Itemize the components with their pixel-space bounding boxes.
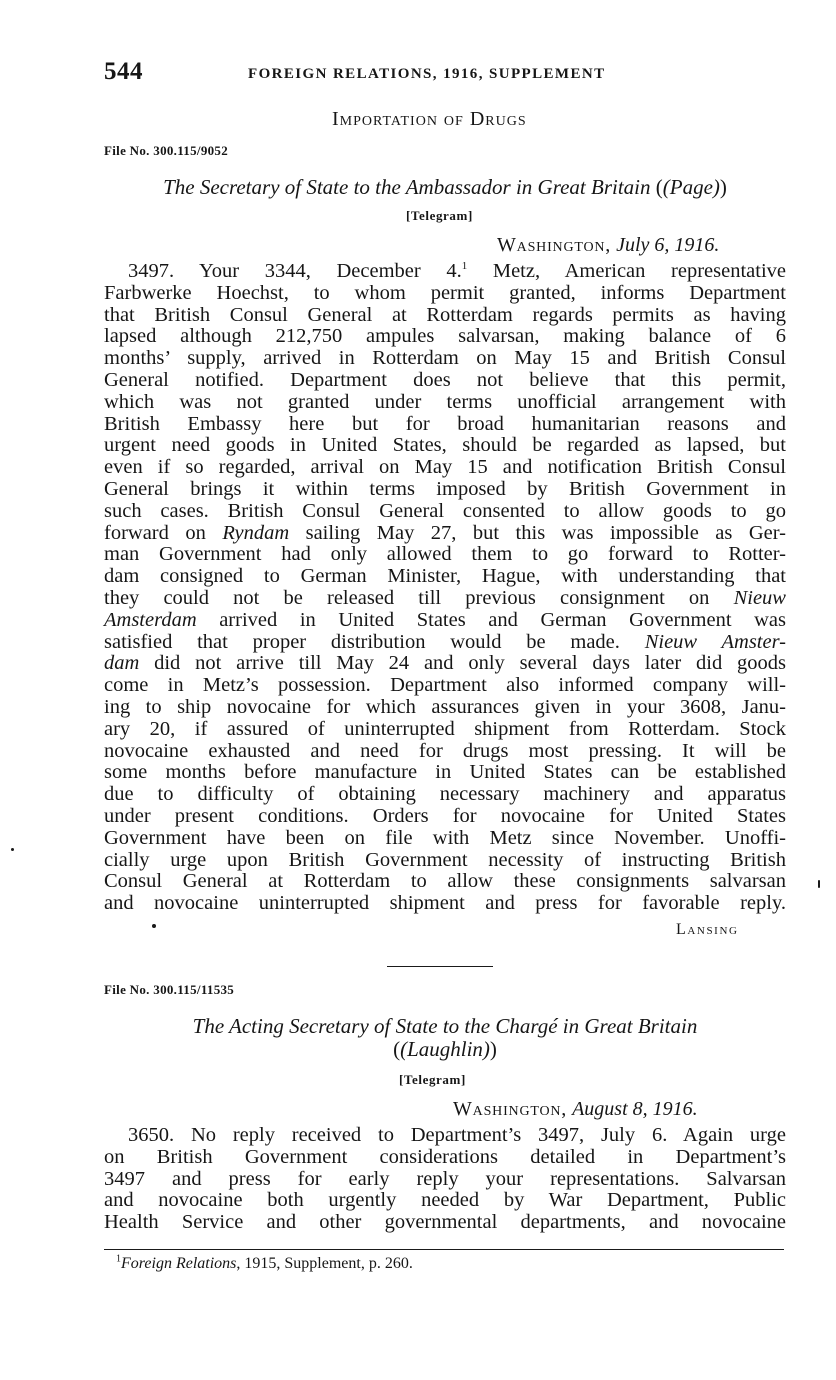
footnote-rule <box>104 1249 784 1250</box>
footnote-marker: 1 <box>116 1253 121 1265</box>
file-number: File No. 300.115/9052 <box>104 143 229 158</box>
text-line: novocaine exhausted and need for drugs most pressing. It will be <box>104 739 786 762</box>
text-line: ing to ship novocaine for which assurances given in your 3608, Janu- <box>104 695 786 718</box>
file-number: File No. 300.115/11535 <box>104 982 235 997</box>
recipient-name: (Laughlin) <box>400 1037 490 1061</box>
document-type: [Telegram] <box>406 208 473 223</box>
text-line: satisfied that proper distribution would be made. Nieuw Amster- <box>104 630 786 653</box>
scan-speck <box>11 848 14 851</box>
footnote-reference: 1 <box>461 260 468 273</box>
text-line: dam did not arrive till May 24 and only several days later did goods <box>104 652 786 675</box>
text-line: even if so regarded, arrival on May 15 and notification British Consul <box>104 456 786 479</box>
section-heading: Importation of Drugs <box>332 108 527 130</box>
text-line: cially urge upon British Government necessity of instructing British <box>104 848 786 871</box>
text-line: which was not granted under terms unofficial arrangement with <box>104 390 786 413</box>
text-line: dam consigned to German Minister, Hague, with understanding that <box>104 565 786 588</box>
dateline-date: July 6, 1916. <box>616 234 720 256</box>
text-line: 3497. Your 3344, December 4.$^1$ Metz, American representative <box>128 260 787 282</box>
text-line: 3497 and press for early reply your representations. Salvarsan <box>104 1167 786 1190</box>
text-line: urgent need goods in United States, should be regarded as lapsed, but <box>104 434 786 457</box>
running-head <box>104 58 784 92</box>
ship-name: Nieuw <box>733 586 786 609</box>
text-line: come in Metz’s possession. Department also informed company will- <box>104 674 786 697</box>
running-title: FOREIGN RELATIONS, 1916, SUPPLEMENT <box>248 66 606 82</box>
document-title-text: The Secretary of State to the Ambassador in Great Britain <box>163 175 651 199</box>
signature: Lansing <box>676 921 739 938</box>
text-line: 3650. No reply received to Department’s 3497, July 6. Again urge <box>128 1124 786 1146</box>
text-line: months’ supply, arrived in Rotterdam on May 15 and British Consul <box>104 347 786 370</box>
ship-name: dam <box>104 652 140 675</box>
text-line: that British Consul General at Rotterdam regards permits as having <box>104 303 786 326</box>
text-line: they could not be released till previous consignment on Nieuw <box>104 586 786 609</box>
footnote <box>116 1255 413 1273</box>
section-separator <box>387 966 493 967</box>
text-line: Government have been on file with Metz since November. Unoffi- <box>104 826 786 849</box>
text-line: some months before manufacture in United States can be established <box>104 761 786 784</box>
document-title <box>104 176 786 199</box>
footnote-citation: , 1915, Supplement, p. 260. <box>236 1255 413 1272</box>
text-line: under present conditions. Orders for novocaine for United States <box>104 804 786 827</box>
text-line: and novocaine both urgently needed by War Department, Public <box>104 1189 786 1212</box>
text-line: forward on Ryndam sailing May 27, but this was impossible as Ger- <box>104 521 786 544</box>
text-line: Amsterdam arrived in United States and German Government was <box>104 608 786 631</box>
telegram-body <box>104 261 786 915</box>
text-line: and novocaine uninterrupted shipment and press for favorable reply. <box>104 892 786 915</box>
page-number: 544 <box>104 58 143 85</box>
dateline-place: Washington, <box>497 234 612 256</box>
text-line: Farbwerke Hoechst, to whom permit granted, informs Department <box>104 281 786 304</box>
text-line: ary 20, if assured of uninterrupted shipment from Rotterdam. Stock <box>104 717 786 740</box>
footnote-source: Foreign Relations <box>121 1255 237 1272</box>
text-line: lapsed although 212,750 ampules salvarsan, making balance of 6 <box>104 325 786 348</box>
scan-speck <box>818 880 820 888</box>
document-type: [Telegram] <box>399 1072 466 1087</box>
dateline <box>497 234 719 257</box>
document-title-text: The Acting Secretary of State to the Chargé in Great Britain <box>192 1014 698 1038</box>
document-title <box>104 1015 786 1061</box>
dateline <box>453 1098 698 1121</box>
text-line: due to difficulty of obtaining necessary machinery and apparatus <box>104 783 786 806</box>
text-line: General notified. Department does not believe that this permit, <box>104 368 786 391</box>
text-line: man Government had only allowed them to go forward to Rotter- <box>104 543 786 566</box>
ship-name: Nieuw Amster- <box>644 630 786 653</box>
document-title-recipient: ((Laughlin)) <box>393 1037 497 1061</box>
text-line: General brings it within terms imposed by British Government in <box>104 477 786 500</box>
dateline-place: Washington, <box>453 1098 568 1120</box>
scan-speck <box>152 924 156 928</box>
dateline-date: August 8, 1916. <box>572 1098 698 1120</box>
text-line: Health Service and other governmental departments, and novocaine <box>104 1211 786 1234</box>
recipient-name: (Page) <box>662 175 720 199</box>
ship-name: Amsterdam <box>104 608 197 631</box>
telegram-body <box>104 1125 786 1234</box>
text-line: on British Government considerations detailed in Department’s <box>104 1145 786 1168</box>
text-line: British Embassy here but for broad humanitarian reasons and <box>104 412 786 435</box>
document-title-recipient: ((Page)) <box>655 175 727 199</box>
text-line: Consul General at Rotterdam to allow these consignments salvarsan <box>104 870 786 893</box>
ship-name: Ryndam <box>222 521 290 544</box>
text-line: such cases. British Consul General consented to allow goods to go <box>104 499 786 522</box>
